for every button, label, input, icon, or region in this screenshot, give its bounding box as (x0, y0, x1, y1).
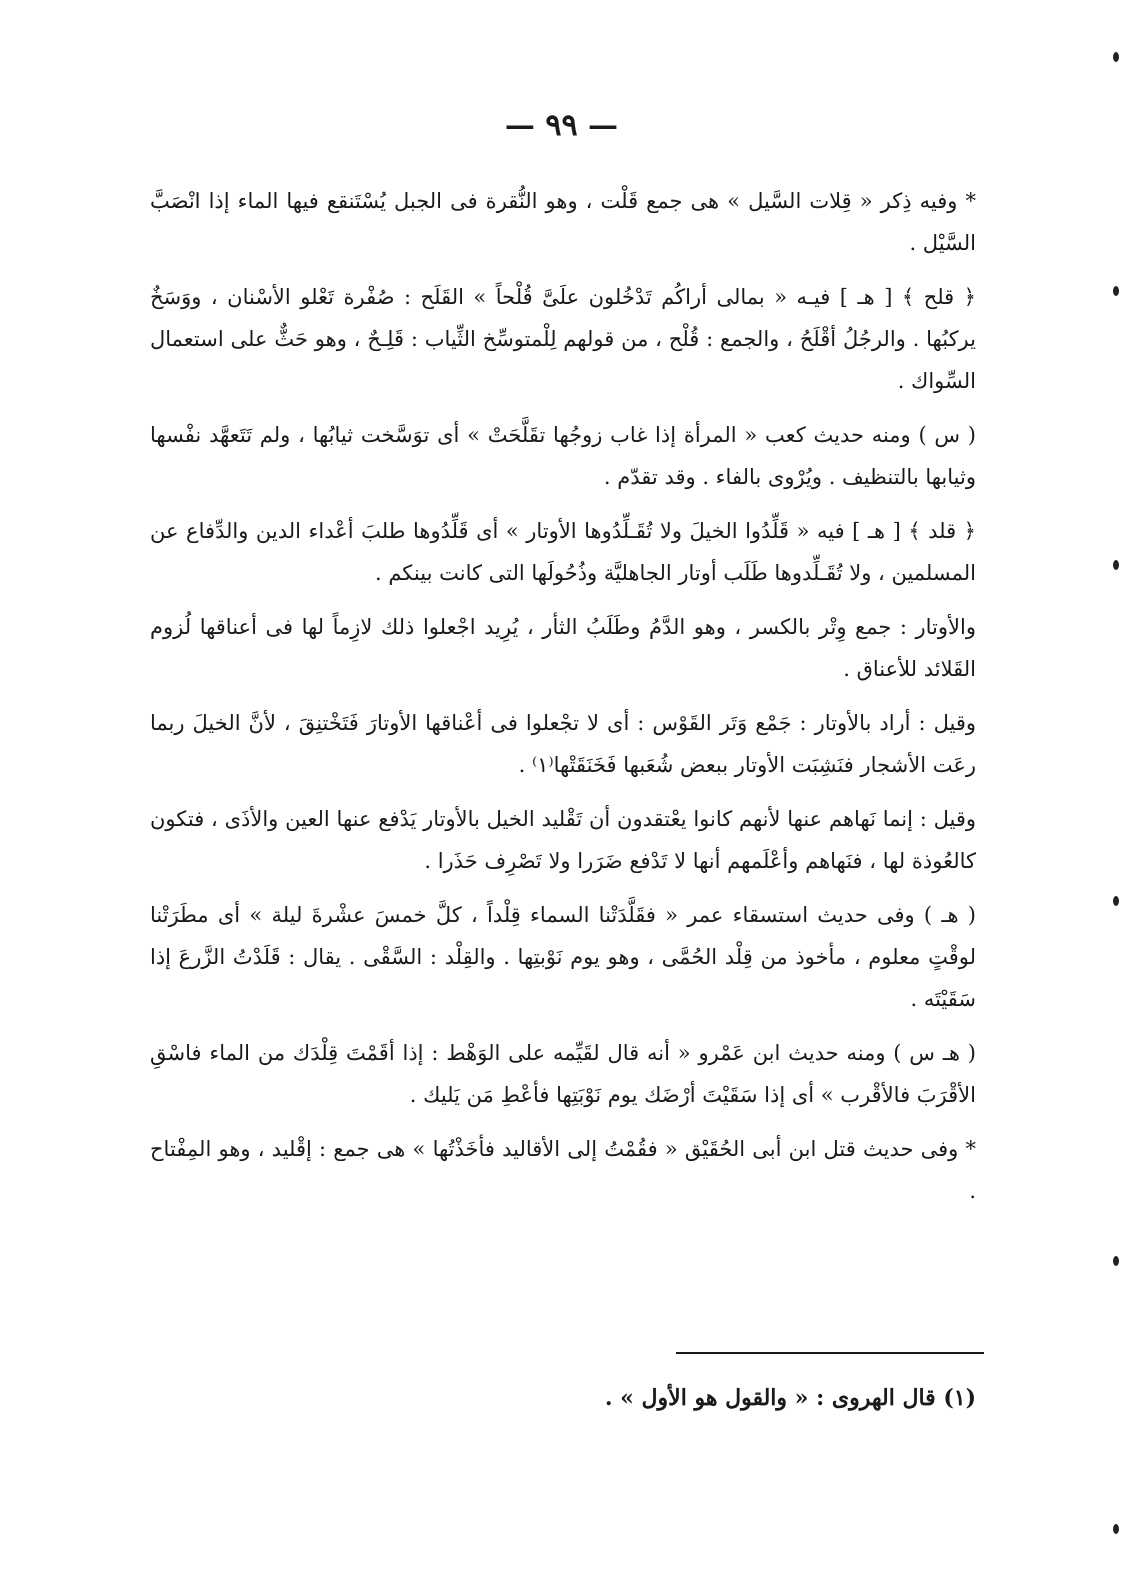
entry-paragraph: * وفى حديث قتل ابن أبى الحُقَيْق « فقُمْتُ إلى الأقاليد فأخَذْتُها » هى جمع : إقْليد ، وهو المِفْتاح . (150, 1137, 976, 1203)
scan-margin-mark (1113, 896, 1119, 906)
scan-margin-mark (1113, 286, 1119, 296)
entry-paragraph: وقيل : أراد بالأوتار : جَمْع وَتَر القَوْس : أى لا تجْعلوا فى أعْناقها الأوتارَ فَتَخْتنِقَ ، لأنَّ الخيلَ ربما رعَت الأشجار فنَشِبَت الأوتار ببعض شُعَبها فَخَنَقَتْها⁽١⁾ . (150, 711, 976, 777)
page-number: — ٩٩ — (504, 108, 619, 143)
scan-margin-mark (1113, 52, 1119, 62)
entry-paragraph: ( س ) ومنه حديث كعب « المرأة إذا غاب زوجُها تقَلَّحَتْ » أى توَسَّخت ثيابُها ، ولم تَتَعهَّد نفْسها وثيابها بالتنظيف . ويُرْوى بالفاء . وقد تقدّم . (150, 423, 976, 489)
footnote: (١) قال الهروى : « والقول هو الأول » . (604, 1385, 976, 1411)
entry-paragraph: ﴿ قلح ﴾ [ هـ ] فيـه « بمالى أراكُم تَدْخُلون علَىَّ قُلْحاً » القَلَح : صُفْرة تَعْلو الأسْنان ، ووَسَخٌ يركبُها . والرجُلُ أقْلَحُ ، والجمع : قُلْح ، من قولهم لِلْمتوسِّخ الثِّياب : قَلِـحٌ ، وهو حَثٌّ على استعمال السِّواك . (150, 285, 976, 393)
entry-paragraph: والأوتار : جمع وِتْر بالكسر ، وهو الدَّمُ وطَلَبُ الثأر ، يُرِيد اجْعلوا ذلك لازِماً لها فى أعناقها لُزوم القَلائد للأعناق . (150, 615, 976, 681)
dictionary-entries (150, 180, 976, 1224)
scan-margin-mark (1113, 1524, 1119, 1534)
entry-paragraph: ﴿ قلد ﴾ [ هـ ] فيه « قَلِّدُوا الخيلَ ولا تُقَـلِّدُوها الأوتار » أى قَلِّدُوها طلبَ أعْداء الدين والدِّفاع عن المسلمين ، ولا تُقَـلِّدوها طَلَب أوتار الجاهليَّة وذُحُولَها التى كانت بينكم . (150, 519, 976, 585)
scan-margin-mark (1113, 1256, 1119, 1266)
entry-paragraph: وقيل : إنما نَهاهم عنها لأنهم كانوا يعْتقدون أن تَقْليد الخيل بالأوتار يَدْفع عنها العين والأذَى ، فتكون كالعُوذة لها ، فنَهاهم وأعْلَمهم أنها لا تَدْفع ضَرَرا ولا تَصْرِف حَذَرا . (150, 807, 976, 873)
scan-margin-mark (1113, 560, 1119, 570)
entry-paragraph: ( هـ ) وفى حديث استسقاء عمر « فقَلَّدَتْنا السماء قِلْداً ، كلَّ خمسَ عشْرةَ ليلة » أى مطَرَتْنا لوقْتٍ معلوم ، مأخوذ من قِلْد الحُمَّى ، وهو يوم نَوْبتِها . والقِلْد : السَّقْى . يقال : قَلَدْتُ الزَّرعَ إذا سَقَيْتَه . (150, 903, 976, 1011)
entry-paragraph: ( هـ س ) ومنه حديث ابن عَمْرو « أنه قال لقَيِّمه على الوَهْط : إذا أقَمْتَ قِلْدَك من الماء فاسْقِ الأقْرَبَ فالأقْرب » أى إذا سَقَيْتَ أرْضَك يوم نَوْبَتِها فأعْطِ مَن يَليك . (150, 1041, 976, 1107)
entry-paragraph: * وفيه ذِكر « قِلات السَّيل » هى جمع قَلْت ، وهو النُّقرة فى الجبل يُسْتَنقع فيها الماء إذا انْصَبَّ السَّيْل . (150, 189, 976, 255)
footnote-divider (676, 1352, 984, 1354)
